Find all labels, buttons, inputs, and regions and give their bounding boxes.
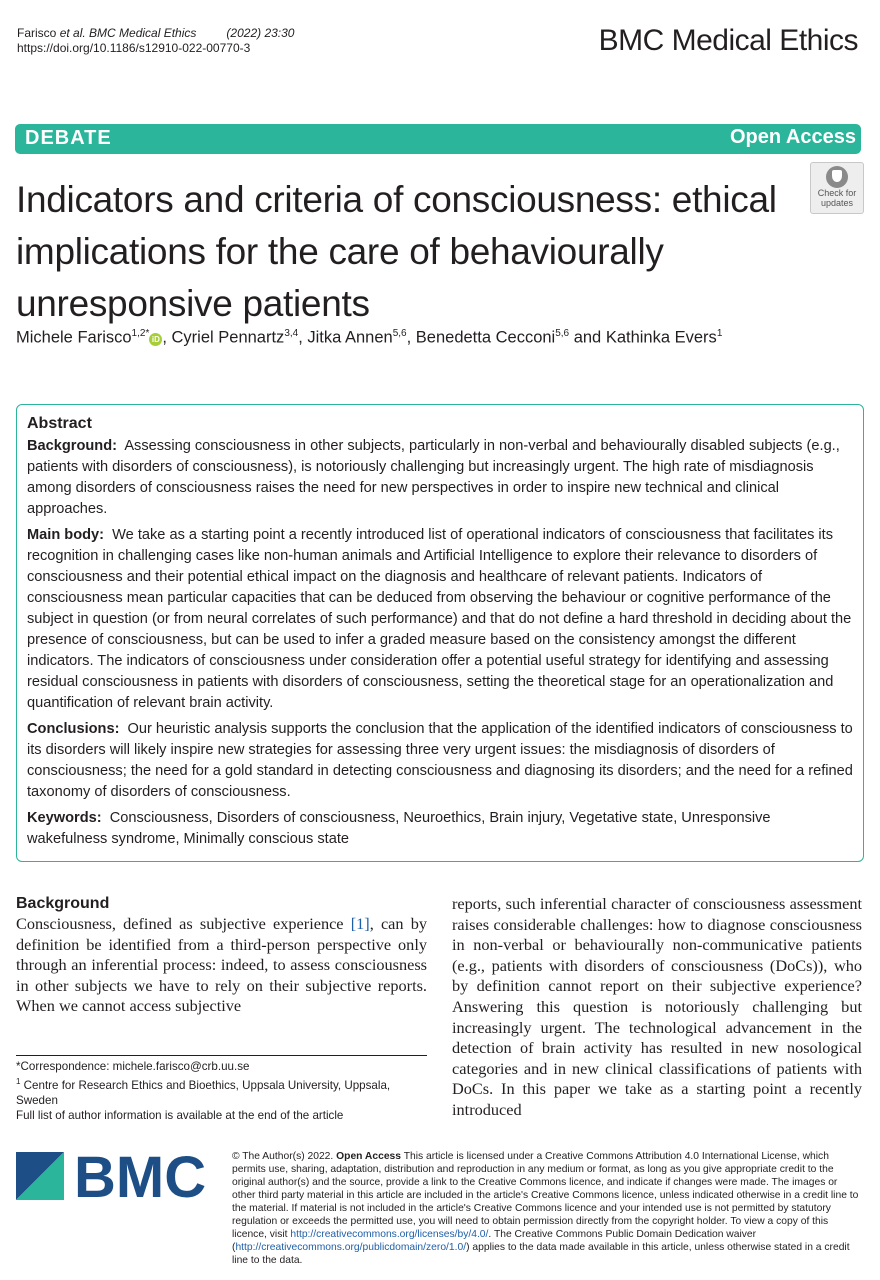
doi-link[interactable]: https://doi.org/10.1186/s12910-022-00770-3: [17, 41, 251, 55]
citation-link[interactable]: [1]: [350, 914, 370, 933]
abstract-background: [27, 436, 853, 520]
article-type-banner: [15, 124, 861, 154]
author-affiliation: 5,6: [555, 328, 570, 339]
main-body-text: We take as a starting point a recently introduced list of operational indicators of consciousness that facilitates its recognition in challenging cases like non-human animals and Artificial Intelligence to explore their relevance to disorders of consciousness and their potential ethical impact on the diagnosis and healthcare of relevant patients. Indicators of consciousness mean particular capacities that can be deduced from observing the behaviour or cognitive performance of the subject in question (or from neural correlates of such performance) and that do not define a hard threshold in deciding about the presence of consciousness, but can be used to infer a graded measure based on the consistency amongst the different indicators. The indicators of consciousness under consideration offer a potential useful strategy for identifying and assessing residual consciousness in patients with disorders of consciousness, setting the theoretical stage for an operationalization and quantification of relevant brain activity.: [27, 527, 852, 711]
citation-header: [17, 26, 294, 56]
body-left-column: [16, 894, 427, 1017]
license-statement: [232, 1150, 862, 1267]
orcid-icon[interactable]: iD: [149, 333, 162, 346]
abstract-main-body: [27, 525, 853, 714]
author-name: Cyriel Pennartz: [171, 328, 285, 347]
open-access-label: Open Access: [730, 126, 856, 148]
body-paragraph: [16, 914, 427, 1017]
full-list-note: Full list of author information is available at the end of the article: [16, 1108, 344, 1122]
article-type: DEBATE: [25, 127, 112, 149]
journal-name: BMC Medical Ethics: [598, 24, 858, 57]
author-affiliation: 3,4: [284, 328, 299, 339]
affiliation-sup: 1: [16, 1077, 21, 1086]
affiliation-text: Centre for Research Ethics and Bioethics, Uppsala University, Uppsala, Sweden: [16, 1078, 391, 1107]
article-title: Indicators and criteria of consciousness: ethical implications for the care of behaviourally unresponsive patients: [16, 179, 777, 324]
license-text: This article is licensed under a Creative Commons Attribution 4.0 International License, which permits use, sharing, adaptation, distribution and reproduction in any medium or format, as long as you give appropriate credit to the original author(s) and the source, provide a link to the Creative Commons licence, and indicate if changes were made. The images or other third party material in this article are included in the article's Creative Commons licence, unless indicated otherwise in a credit line to the material. If material is not included in the article's Creative Commons licence and your intended use is not permitted by statutory regulation or exceeds the permitted use, you will need to obtain permission directly from the copyright holder. To view a copy of this licence, visit: [232, 1151, 859, 1240]
main-body-label: Main body:: [27, 527, 105, 543]
abstract-keywords: [27, 808, 853, 850]
check-updates-line2: updates: [820, 198, 854, 208]
license-text: . The Creative Commons Public Domain Dedication waiver (: [232, 1229, 757, 1253]
author-separator: ,: [298, 328, 308, 347]
citation-authors: Farisco: [17, 26, 60, 40]
public-domain-link[interactable]: http://creativecommons.org/publicdomain/zero/1.0/: [235, 1242, 467, 1253]
logo-text: BMC: [74, 1152, 207, 1200]
correspondence-note: *Correspondence: michele.farisco@crb.uu.se: [16, 1060, 250, 1073]
abstract-heading: Abstract: [27, 415, 92, 432]
citation-year: (2022) 23:30: [226, 26, 295, 40]
check-updates-line1: Check for: [817, 188, 857, 198]
footnote-divider: [16, 1055, 427, 1056]
license-oa-label: Open Access: [336, 1151, 402, 1162]
author-name: Jitka Annen: [307, 328, 393, 347]
conclusions-label: Conclusions:: [27, 721, 120, 737]
author-list: [16, 328, 722, 348]
author-separator: ,: [162, 328, 172, 347]
author-affiliation: 1: [716, 328, 723, 339]
body-right-column: reports, such inferential character of consciousness assessment raises considerable challenges: how to diagnose consciousness in non-verbal or behaviourally non-communicative patients (e.g., patients with disorders of consciousness (DoCs)), who by definition cannot report on their subjective experience? Answering this question is notoriously challenging but increasingly urgent. The technological advancement in the detection of brain activity has resulted in new nosological categories and in new clinical classifications of patients with DoCs. In this paper we take as a starting point a recently introduced: [452, 894, 862, 1119]
author-affiliation: 1,2*: [131, 328, 150, 339]
background-text: Assessing consciousness in other subjects, particularly in non-verbal and behaviourally disabled subjects (e.g., patients with disorders of consciousness), is notoriously challenging but increasingly urgent. The high rate of misdiagnosis among disorders of consciousness raises the need for new perspectives in order to inspire new technical and clinical approaches.: [27, 438, 840, 517]
abstract-box: [16, 404, 864, 862]
copyright-text: © The Author(s) 2022.: [232, 1151, 337, 1162]
license-text: ) applies to the data made available in this article, unless otherwise stated in a credit line to the data.: [232, 1242, 850, 1266]
background-label: Background:: [27, 438, 117, 454]
bmc-logo: [16, 1152, 216, 1200]
abstract-conclusions: [27, 719, 853, 803]
author-separator: ,: [406, 328, 416, 347]
keywords-text: Consciousness, Disorders of consciousness, Neuroethics, Brain injury, Vegetative state, Unresponsive wakefulness syndrome, Minimally conscious state: [27, 810, 771, 847]
license-link[interactable]: http://creativecommons.org/licenses/by/4.0/: [290, 1229, 489, 1240]
author-name: Benedetta Cecconi: [415, 328, 556, 347]
conclusions-text: Our heuristic analysis supports the conclusion that the application of the identified indicators of consciousness to its disorders will likely inspire new strategies for assessing three very urgent issues: the misdiagnosis of disorders of consciousness; the need for a gold standard in detecting consciousness and diagnosing its disorders; and the need for a refined taxonomy of disorders of consciousness.: [27, 721, 853, 800]
author-affiliation: 5,6: [392, 328, 407, 339]
citation-journal: et al. BMC Medical Ethics: [59, 26, 197, 40]
body-text: , can by definition be identified from a third-person perspective only through an inferential process: indeed, to assess consciousness in other subjects we have to rely on their subjective reports. When we cannot access subjective: [16, 914, 427, 1016]
section-heading-background: Background: [16, 895, 110, 912]
author-separator: and: [569, 328, 606, 347]
affiliation-note: [16, 1074, 396, 1108]
keywords-label: Keywords:: [27, 810, 102, 826]
author-name: Kathinka Evers: [605, 328, 717, 347]
author-name: Michele Farisco: [16, 328, 132, 347]
body-text: Consciousness, defined as subjective experience: [16, 914, 351, 933]
footnotes: [16, 1059, 396, 1123]
